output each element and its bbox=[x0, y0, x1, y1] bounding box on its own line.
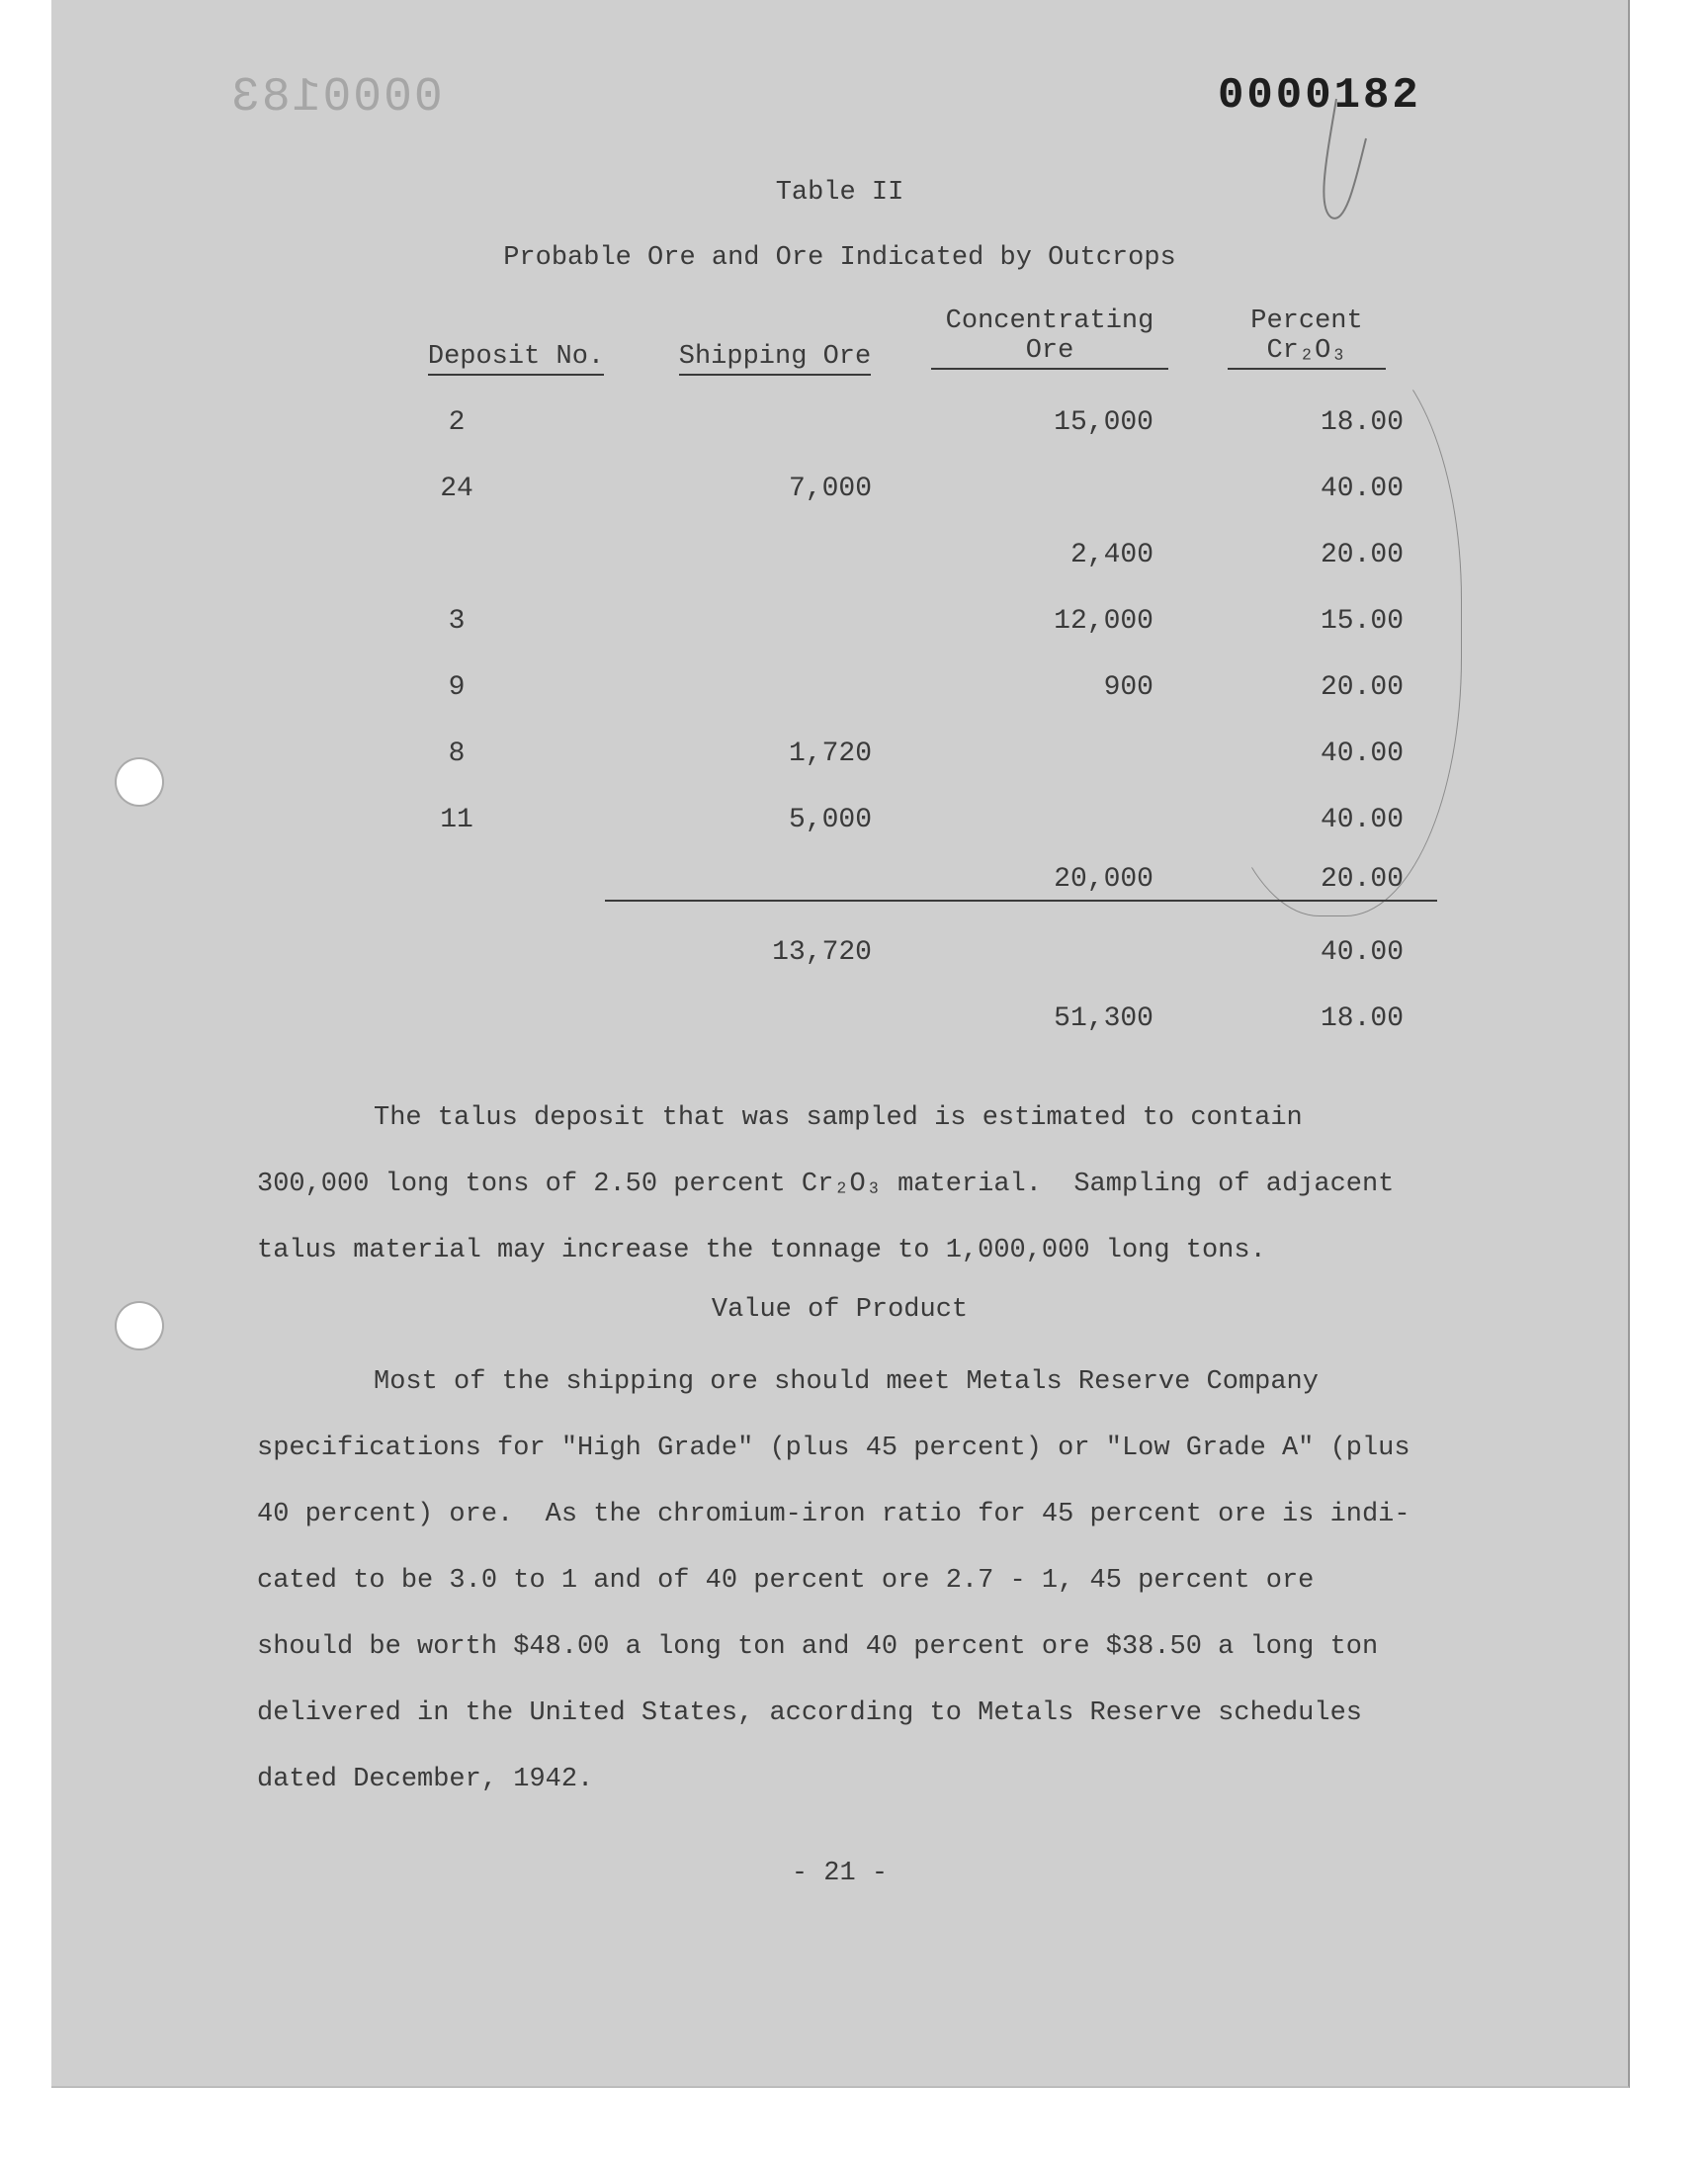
cell-percent: 20.00 bbox=[1320, 864, 1404, 895]
cell-concentrating: 900 bbox=[1103, 672, 1153, 703]
section-heading: Value of Product bbox=[711, 1295, 969, 1325]
cell-concentrating: 20,000 bbox=[1054, 864, 1153, 895]
document-page bbox=[51, 0, 1630, 2088]
cell-deposit: 9 bbox=[448, 672, 466, 703]
header-shipping bbox=[666, 342, 884, 372]
cell-concentrating: 2,400 bbox=[1069, 540, 1153, 570]
value-paragraph bbox=[257, 1349, 1542, 1813]
table-title: Table II bbox=[775, 178, 904, 208]
cell-percent: 15.00 bbox=[1320, 606, 1404, 637]
total-concentrating: 51,300 bbox=[1054, 1003, 1153, 1034]
paragraph-line: specifications for "High Grade" (plus 45 percent) or "Low Grade A" (plus bbox=[257, 1434, 1410, 1463]
header-deposit-label: Deposit No. bbox=[428, 342, 604, 376]
talus-paragraph bbox=[257, 1086, 1542, 1284]
paragraph-line: 40 percent) ore. As the chromium-iron ratio for 45 percent ore is indi- bbox=[257, 1500, 1410, 1529]
cell-percent: 40.00 bbox=[1320, 805, 1404, 835]
document-number-stamp: 0000182 bbox=[1218, 71, 1421, 121]
total-percent: 40.00 bbox=[1320, 937, 1404, 968]
page-number: - 21 - bbox=[791, 1859, 889, 1888]
cell-percent: 18.00 bbox=[1320, 407, 1404, 438]
paragraph-line: 300,000 long tons of 2.50 percent Cr₂O₃ material. Sampling of adjacent bbox=[257, 1170, 1395, 1199]
cell-percent: 20.00 bbox=[1320, 540, 1404, 570]
cell-shipping: 1,720 bbox=[788, 739, 872, 769]
cell-deposit: 2 bbox=[448, 407, 466, 438]
cell-concentrating: 15,000 bbox=[1054, 407, 1153, 438]
header-percent-line2: Cr₂O₃ bbox=[1228, 336, 1386, 370]
header-concentrating bbox=[931, 306, 1168, 370]
cell-deposit: 3 bbox=[448, 606, 466, 637]
header-shipping-label: Shipping Ore bbox=[679, 342, 871, 376]
header-percent-line1: Percent bbox=[1250, 306, 1363, 336]
paragraph-line: Most of the shipping ore should meet Metals Reserve Company bbox=[374, 1367, 1319, 1397]
cell-percent: 40.00 bbox=[1320, 739, 1404, 769]
paragraph-line: The talus deposit that was sampled is estimated to contain bbox=[374, 1103, 1303, 1133]
paragraph-line: dated December, 1942. bbox=[257, 1765, 594, 1794]
cell-percent: 20.00 bbox=[1320, 672, 1404, 703]
header-concentrating-line1: Concentrating bbox=[945, 306, 1154, 336]
paragraph-line: talus material may increase the tonnage to 1,000,000 long tons. bbox=[257, 1236, 1266, 1265]
cell-percent: 40.00 bbox=[1320, 474, 1404, 504]
cell-deposit: 8 bbox=[448, 739, 466, 769]
paragraph-line: should be worth $48.00 a long ton and 40 percent ore $38.50 a long ton bbox=[257, 1632, 1379, 1662]
total-shipping: 13,720 bbox=[772, 937, 872, 968]
table-subtitle: Probable Ore and Ore Indicated by Outcrops bbox=[503, 243, 1176, 273]
cell-shipping: 5,000 bbox=[788, 805, 872, 835]
cell-deposit: 11 bbox=[440, 805, 473, 835]
paragraph-line: cated to be 3.0 to 1 and of 40 percent ore 2.7 - 1, 45 percent ore bbox=[257, 1566, 1315, 1596]
header-deposit bbox=[417, 342, 615, 372]
cell-concentrating: 12,000 bbox=[1054, 606, 1153, 637]
cell-shipping: 7,000 bbox=[788, 474, 872, 504]
header-concentrating-line2: Ore bbox=[931, 336, 1168, 370]
total-percent: 18.00 bbox=[1320, 1003, 1404, 1034]
paragraph-line: delivered in the United States, according to Metals Reserve schedules bbox=[257, 1698, 1362, 1728]
cell-deposit: 24 bbox=[440, 474, 473, 504]
punch-hole bbox=[117, 759, 162, 805]
punch-hole bbox=[117, 1303, 162, 1348]
mirrored-stamp: 0000183 bbox=[229, 71, 443, 125]
table-total-rule bbox=[605, 900, 1437, 902]
